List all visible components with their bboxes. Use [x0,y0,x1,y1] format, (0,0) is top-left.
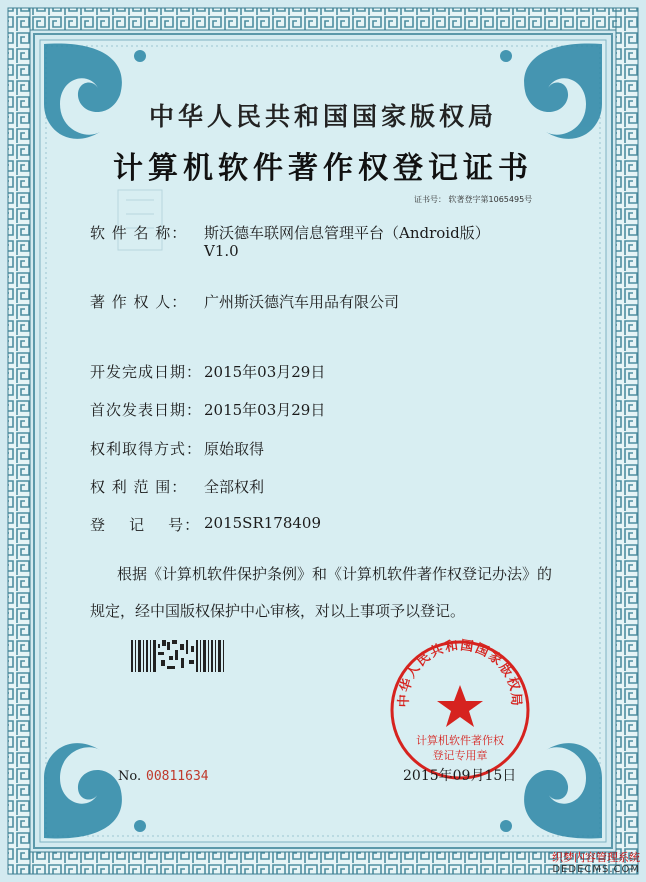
field-value-registration-number: 2015SR178409 [204,514,322,532]
field-value-software-name: 斯沃德车联网信息管理平台（Android版） [204,224,490,242]
field-label-software-name: 软 件 名 称： [90,224,188,242]
watermark-line-1: 织梦内容管理系统 [552,851,640,864]
seal-date: 2015年09月15日 [403,768,517,784]
serial-number-label: No. [118,769,142,784]
field-value-first-publication-date: 2015年03月29日 [204,401,326,419]
site-watermark [552,852,640,876]
field-label-first-publication-date: 首次发表日期： [90,401,203,419]
seal-line-2: 登记专用章 [432,749,488,762]
certificate-title: 计算机软件著作权登记证书 [113,151,533,186]
statement-line-1: 根据《计算机软件保护条例》和《计算机软件著作权登记办法》的 [117,565,553,583]
official-seal [388,638,532,782]
field-value-rights-scope: 全部权利 [204,478,265,496]
field-value-acquisition-method: 原始取得 [204,440,265,458]
certificate-number: 证书号： 软著登字第1065495号 [414,195,533,204]
field-label-dev-completion-date: 开发完成日期： [90,363,203,381]
serial-number: 00811634 [146,769,209,784]
field-label-registration-number: 登 记 号： [90,516,201,534]
seal-line-1: 计算机软件著作权 [416,734,504,747]
authority-title: 中华人民共和国国家版权局 [148,102,497,131]
field-value-software-version: V1.0 [204,242,239,260]
statement-line-2: 规定，经中国版权保护中心审核，对以上事项予以登记。 [90,602,466,620]
star-icon [437,685,483,727]
field-value-copyright-owner: 广州斯沃德汽车用品有限公司 [204,293,400,311]
field-label-rights-scope: 权 利 范 围： [90,478,188,496]
field-label-acquisition-method: 权利取得方式： [90,440,203,458]
seal-ring-text: 中华人民共和国国家版权局 [396,638,524,708]
barcode [131,640,227,672]
watermark-line-2: DEDECMS.COM [552,864,640,875]
field-label-copyright-owner: 著 作 权 人： [90,293,188,311]
field-value-dev-completion-date: 2015年03月29日 [204,363,326,381]
